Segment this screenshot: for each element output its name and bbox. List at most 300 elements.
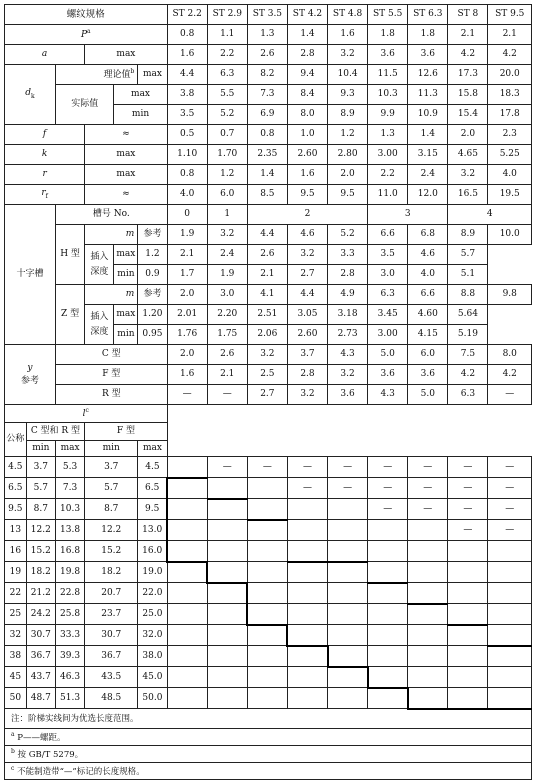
value-cell (408, 365, 448, 385)
length-availability-cell (448, 667, 488, 688)
value-cell-text: 8.0 (502, 349, 517, 359)
value-cell (328, 305, 368, 325)
length-availability-cell: — (448, 478, 488, 499)
value-cell (448, 85, 488, 105)
value-cell (85, 478, 138, 499)
limit-label (85, 165, 167, 185)
value-cell (167, 365, 207, 385)
value-cell-text: 12.0 (417, 189, 438, 199)
value-cell-text: 11.3 (417, 89, 438, 99)
P-label (5, 25, 168, 45)
value-cell-text: 2.51 (257, 309, 278, 319)
value-cell (207, 245, 247, 265)
value-cell (167, 245, 207, 265)
length-availability-cell (328, 583, 368, 604)
value-cell (488, 105, 532, 125)
value-cell-text: 2.2 (220, 49, 235, 59)
value-cell-text: 16.8 (60, 545, 81, 556)
length-availability-cell (368, 520, 408, 541)
limit-label-text: ≈ (122, 129, 130, 139)
value-cell (207, 225, 247, 245)
length-availability-cell: — (328, 478, 368, 499)
value-cell-text: 0.8 (179, 169, 195, 179)
size-header (408, 5, 448, 25)
value-cell (488, 285, 532, 305)
value-cell (167, 185, 207, 205)
subscript: k (31, 92, 35, 100)
value-cell-text: 21.2 (30, 587, 51, 598)
value-cell (448, 265, 488, 285)
value-cell-text: 6.0 (220, 189, 235, 199)
value-cell-text: 32.0 (142, 629, 163, 640)
length-availability-cell (408, 541, 448, 562)
value-cell-text: — (505, 389, 515, 399)
nominal-length-text: 25 (9, 608, 22, 619)
nominal-length-text: 4.5 (8, 461, 23, 472)
value-cell (287, 125, 327, 145)
value-cell (328, 125, 368, 145)
value-cell-text: 3.2 (300, 389, 315, 399)
length-availability-cell (207, 625, 247, 646)
size-header-text: ST 4.8 (332, 9, 363, 19)
value-cell (368, 265, 408, 285)
value-cell (287, 65, 327, 85)
length-availability-cell (448, 562, 488, 583)
value-cell (328, 105, 368, 125)
table-row (5, 583, 532, 604)
value-cell-text: 8.4 (300, 89, 315, 99)
length-availability-cell (247, 688, 287, 709)
value-cell (368, 105, 408, 125)
value-cell (328, 225, 368, 245)
value-cell-text: 1.3 (380, 129, 395, 139)
table-row (5, 729, 532, 746)
value-cell-text: 3.18 (337, 309, 358, 319)
length-availability-cell (488, 667, 532, 688)
nominal-length-text: 13 (9, 524, 22, 535)
value-cell-text: 6.6 (420, 289, 435, 299)
value-cell-text: 33.3 (60, 629, 81, 640)
value-cell-text: 1.2 (340, 129, 355, 139)
value-cell-text: 2.01 (177, 309, 198, 319)
limit-label (85, 441, 138, 457)
k-label-text: k (41, 149, 48, 159)
value-cell-text: 1.9 (220, 269, 235, 279)
table-row (5, 145, 532, 165)
table-row (5, 385, 532, 405)
length-availability-cell (207, 583, 247, 604)
table-row (5, 65, 532, 85)
value-cell-text: 3.6 (340, 389, 355, 399)
value-cell-text: 20.0 (499, 69, 520, 79)
value-cell-text: 1.2 (220, 169, 235, 179)
H-type-label (55, 225, 84, 285)
table-row (5, 520, 532, 541)
value-cell-text: 2.8 (300, 49, 315, 59)
value-cell (55, 688, 84, 709)
value-cell-text: 2.1 (502, 29, 517, 39)
table-row (5, 667, 532, 688)
nominal-length (5, 457, 27, 478)
value-cell (287, 25, 327, 45)
footnote-mark: c (85, 407, 89, 414)
value-cell-text: 46.3 (60, 671, 81, 682)
value-cell-text: 10.0 (499, 229, 520, 239)
limit-label (55, 441, 84, 457)
limit-label-text: max (60, 443, 80, 453)
footnote-a (5, 729, 532, 746)
insert-label-text: 插入 (90, 251, 109, 262)
limit-label (85, 125, 167, 145)
dk-actual-label (55, 85, 114, 125)
value-cell-text: 1.4 (260, 169, 275, 179)
length-availability-cell: — (448, 520, 488, 541)
C-type-label (55, 345, 167, 365)
value-cell (247, 25, 287, 45)
rf-label (5, 185, 85, 205)
value-cell (488, 225, 532, 245)
value-cell (408, 105, 448, 125)
nominal-length (5, 604, 27, 625)
value-cell-text: 38.0 (142, 650, 163, 661)
value-cell-text: 0.7 (220, 129, 235, 139)
value-cell (368, 145, 408, 165)
value-cell (488, 65, 532, 85)
value-cell (167, 165, 207, 185)
length-availability-cell (408, 667, 448, 688)
value-cell-text: 3.6 (420, 49, 435, 59)
value-cell-text: 3.2 (300, 249, 315, 259)
value-cell (26, 646, 55, 667)
value-cell-text: 3.6 (380, 369, 395, 379)
value-cell-text: 7.3 (260, 89, 275, 99)
length-availability-cell: — (408, 499, 448, 520)
value-cell (26, 625, 55, 646)
value-cell-text: 10.3 (60, 503, 81, 514)
limit-label (85, 45, 167, 65)
size-header-text: ST 5.5 (373, 9, 403, 19)
limit-label (138, 441, 167, 457)
value-cell-text: 10.4 (337, 69, 358, 79)
length-availability-cell: — (408, 478, 448, 499)
value-cell-text: 2.8 (340, 269, 355, 279)
value-cell-text: 3.5 (380, 249, 395, 259)
value-cell-text: 4.2 (502, 369, 517, 379)
value-cell (328, 285, 368, 305)
value-cell (488, 385, 532, 405)
value-cell (26, 520, 55, 541)
value-cell (138, 520, 167, 541)
P-label-text: P (80, 30, 88, 40)
value-cell (448, 385, 488, 405)
table-row (5, 604, 532, 625)
size-header-text: ST 9.5 (495, 9, 525, 19)
l-label (5, 405, 168, 423)
limit-label (114, 325, 138, 345)
nominal-length-text: 19 (9, 566, 22, 577)
length-availability-cell (488, 646, 532, 667)
value-cell-text: 8.9 (340, 109, 355, 119)
nominal-length-text: 16 (9, 545, 22, 556)
value-cell (368, 345, 408, 365)
value-cell-text: 3.0 (380, 269, 395, 279)
value-cell-text: 13.0 (142, 524, 163, 535)
value-cell (328, 345, 368, 365)
value-cell-text: 4.60 (417, 309, 438, 319)
limit-label (138, 65, 167, 85)
table-row (5, 165, 532, 185)
value-cell-text: 9.8 (502, 289, 517, 299)
table-row (5, 625, 532, 646)
value-cell (85, 688, 138, 709)
nominal-length-text: 9.5 (8, 503, 23, 514)
ref-label (138, 285, 167, 305)
value-cell (207, 105, 247, 125)
table-row (5, 285, 532, 305)
value-cell (247, 365, 287, 385)
length-availability-cell (207, 667, 247, 688)
value-cell-text: 25.0 (142, 608, 163, 619)
m-label-text: m (125, 289, 135, 299)
length-availability-cell (207, 541, 247, 562)
length-availability-cell: — (368, 457, 408, 478)
value-cell-text: 5.2 (340, 229, 355, 239)
value-cell-text: 2.5 (260, 369, 275, 379)
value-cell (408, 245, 448, 265)
value-cell-text: — (182, 389, 192, 399)
length-availability-cell: — (207, 457, 247, 478)
table-row (5, 688, 532, 709)
value-cell-text: 4.0 (420, 269, 435, 279)
table-row (5, 405, 532, 423)
value-cell (448, 165, 488, 185)
value-cell (287, 305, 327, 325)
value-cell (247, 325, 287, 345)
value-cell-text: 23.7 (101, 608, 122, 619)
length-availability-cell (167, 667, 207, 688)
value-cell (85, 667, 138, 688)
length-availability-cell (207, 520, 247, 541)
nominal-length (5, 583, 27, 604)
value-cell (167, 25, 207, 45)
length-availability-cell (368, 625, 408, 646)
value-cell (368, 305, 408, 325)
value-cell (138, 499, 167, 520)
footnote-b (5, 746, 532, 763)
recess-no (448, 205, 532, 225)
value-cell (85, 562, 138, 583)
length-availability-cell (247, 562, 287, 583)
value-cell (167, 225, 207, 245)
value-cell-text: 8.5 (260, 189, 275, 199)
rf-label-text: r (41, 188, 46, 199)
value-cell (368, 45, 408, 65)
value-cell-text: 5.5 (220, 89, 235, 99)
size-header-text: ST 2.2 (172, 9, 202, 19)
value-cell-text: 3.3 (340, 249, 355, 259)
value-cell (26, 478, 55, 499)
nominal-length (5, 688, 27, 709)
value-cell-text: 1.20 (142, 309, 163, 319)
value-cell-text: 3.2 (260, 349, 275, 359)
length-availability-cell (247, 667, 287, 688)
value-cell (448, 365, 488, 385)
limit-label (85, 145, 167, 165)
footnote-mark: b (130, 68, 135, 75)
nominal-length-text: 22 (9, 587, 22, 598)
value-cell-text: 22.8 (60, 587, 81, 598)
length-availability-cell (408, 604, 448, 625)
value-cell (207, 305, 247, 325)
size-header (167, 5, 207, 25)
value-cell-text: 2.7 (260, 389, 275, 399)
value-cell-text: 6.9 (260, 109, 275, 119)
value-cell (328, 65, 368, 85)
length-availability-cell: — (368, 499, 408, 520)
value-cell (55, 667, 84, 688)
length-availability-cell (328, 604, 368, 625)
limit-label-text: min (102, 443, 120, 453)
recess-no-text: 1 (224, 209, 231, 219)
limit-label-text: ≈ (122, 189, 130, 199)
size-header-text: ST 4.2 (292, 9, 323, 19)
value-cell-text: 16.0 (142, 545, 163, 556)
value-cell (138, 478, 167, 499)
length-availability-cell (368, 688, 408, 709)
value-cell (207, 125, 247, 145)
value-cell (138, 541, 167, 562)
limit-label-text: max (116, 309, 136, 319)
value-cell (368, 365, 408, 385)
value-cell (55, 583, 84, 604)
table-row (5, 709, 532, 729)
length-availability-cell: — (488, 520, 532, 541)
blank-area (167, 405, 531, 457)
value-cell-text: 8.7 (104, 503, 119, 514)
value-cell (448, 185, 488, 205)
value-cell-text: 4.2 (460, 49, 476, 59)
value-cell (287, 365, 327, 385)
nominal-length-text: 32 (9, 629, 22, 640)
length-availability-cell (408, 625, 448, 646)
value-cell-text: 9.3 (340, 89, 355, 99)
value-cell (85, 520, 138, 541)
value-cell (138, 325, 167, 345)
value-cell (138, 688, 167, 709)
value-cell-text: 5.1 (460, 269, 476, 279)
value-cell-text: 2.8 (300, 369, 315, 379)
limit-label (114, 305, 138, 325)
table-row (5, 478, 532, 499)
value-cell-text: 5.25 (499, 149, 520, 159)
value-cell-text: 19.8 (60, 566, 81, 577)
value-cell-text: 12.2 (30, 524, 51, 535)
value-cell-text: 20.7 (101, 587, 122, 598)
length-availability-cell (328, 520, 368, 541)
value-cell-text: 5.64 (457, 309, 478, 319)
length-availability-cell (328, 499, 368, 520)
value-cell-text: 2.60 (297, 149, 318, 159)
value-cell-text: 4.4 (300, 289, 315, 299)
value-cell (247, 85, 287, 105)
value-cell (488, 45, 532, 65)
dk-theory-label (55, 65, 137, 85)
value-cell (488, 365, 532, 385)
value-cell-text: 3.2 (340, 369, 355, 379)
value-cell-text: 39.3 (60, 650, 81, 661)
value-cell-text: 1.2 (145, 249, 160, 259)
value-cell (247, 225, 287, 245)
value-cell-text: 30.7 (101, 629, 122, 640)
value-cell-text: 2.4 (420, 169, 435, 179)
note-main-text: 注：阶梯实线间为优选长度范围。 (11, 713, 139, 724)
value-cell (167, 85, 207, 105)
value-cell-text: 1.7 (179, 269, 195, 279)
value-cell-text: 17.3 (457, 69, 478, 79)
F-type-label (55, 365, 167, 385)
value-cell (488, 125, 532, 145)
table-row (5, 185, 532, 205)
table-row (5, 225, 532, 245)
value-cell-text: 1.4 (300, 29, 315, 39)
value-cell-text: 1.6 (179, 49, 195, 59)
value-cell (55, 646, 84, 667)
nominal-length (5, 478, 27, 499)
value-cell (328, 245, 368, 265)
Z-type-label (55, 285, 84, 345)
value-cell (85, 646, 138, 667)
value-cell-text: 3.0 (220, 289, 235, 299)
value-cell (138, 646, 167, 667)
value-cell-text: 15.4 (457, 109, 478, 119)
length-availability-cell (207, 499, 247, 520)
table-row (5, 763, 532, 780)
value-cell-text: 2.35 (257, 149, 278, 159)
value-cell (328, 45, 368, 65)
value-cell (287, 185, 327, 205)
value-cell (26, 541, 55, 562)
value-cell (287, 385, 327, 405)
table-row (5, 365, 532, 385)
value-cell (85, 625, 138, 646)
value-cell (448, 225, 488, 245)
value-cell (55, 478, 84, 499)
value-cell-text: 5.7 (104, 482, 119, 493)
recess-no (207, 205, 247, 225)
value-cell-text: 11.5 (377, 69, 398, 79)
value-cell (207, 325, 247, 345)
value-cell-text: 9.4 (300, 69, 315, 79)
R-type-label (55, 385, 167, 405)
limit-label-text: min (117, 329, 135, 339)
value-cell (85, 499, 138, 520)
length-availability-cell (247, 583, 287, 604)
value-cell (408, 145, 448, 165)
value-cell (55, 499, 84, 520)
value-cell (207, 365, 247, 385)
ref-label (138, 225, 167, 245)
value-cell-text: 4.6 (300, 229, 315, 239)
length-availability-cell (287, 604, 327, 625)
value-cell-text: 9.5 (300, 189, 315, 199)
value-cell-text: 2.4 (220, 249, 235, 259)
value-cell (207, 65, 247, 85)
value-cell (167, 125, 207, 145)
ref-label-text: 参考 (143, 289, 162, 299)
dk-label-text: d (25, 88, 32, 99)
R-type-label-text: R 型 (101, 389, 121, 399)
value-cell (368, 65, 408, 85)
